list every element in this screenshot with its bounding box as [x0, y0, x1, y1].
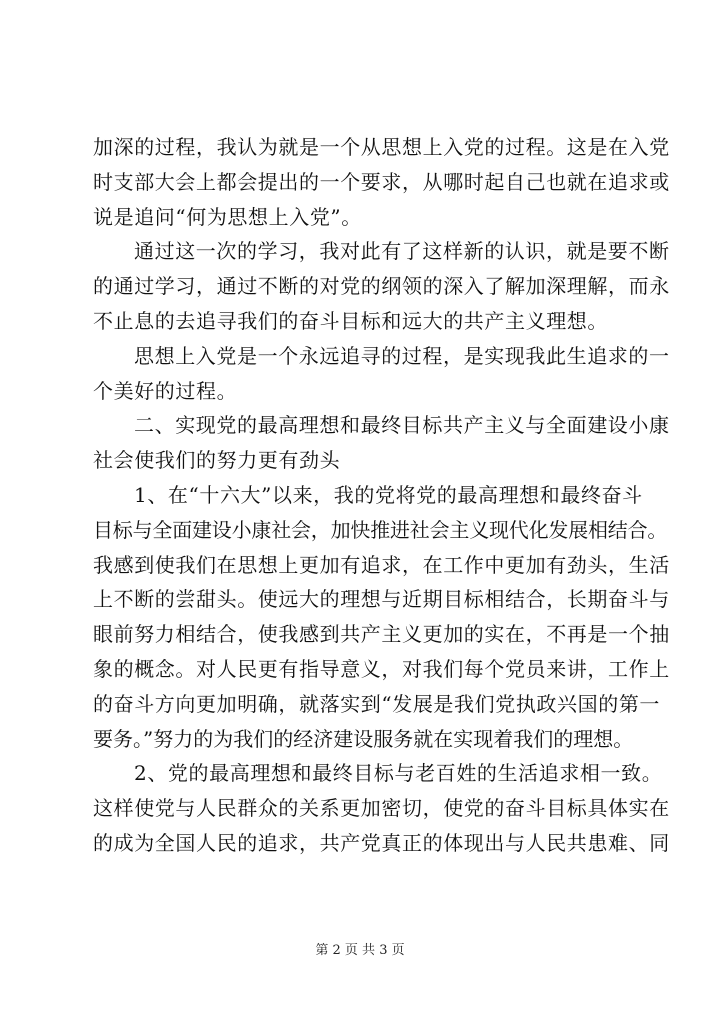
text-line: 我感到使我们在思想上更加有追求，在工作中更加有劲头，生活 — [93, 552, 670, 577]
text-line: 这样使党与人民群众的关系更加密切，使党的奋斗目标具体实在 — [93, 796, 670, 821]
page-number-footer: 第 2 页 共 3 页 — [315, 943, 405, 958]
text-line: 目标与全面建设小康社会，加快推进社会主义现代化发展相结合。 — [93, 517, 668, 542]
paragraph-2 — [93, 234, 670, 338]
text-line: 加深的过程，我认为就是一个从思想上入党的过程。这是在入党 — [93, 135, 670, 159]
text-line: 时支部大会上都会提出的一个要求，从哪时起自己也就在追求或 — [93, 169, 670, 194]
text-line: 思想上入党是一个永远追寻的过程，是实现我此生追求的一 — [134, 343, 670, 368]
text-line: 上不断的尝甜头。使远大的理想与近期目标相结合，长期奋斗与 — [93, 587, 670, 612]
text-line: 通过这一次的学习，我对此有了这样新的认识，就是要不断 — [134, 239, 670, 264]
text-line: 眼前努力相结合，使我感到共产主义更加的实在，不再是一个抽 — [93, 622, 670, 647]
text-line: 2、党的最高理想和最终目标与老百姓的生活追求相一致。 — [134, 761, 663, 786]
text-line: 个美好的过程。 — [93, 378, 238, 403]
text-line: 社会使我们的努力更有劲头 — [93, 448, 341, 473]
body-text — [93, 130, 670, 861]
paragraph-5 — [93, 478, 670, 756]
text-line: 要务。”努力的为我们的经济建设服务就在实现着我们的理想。 — [93, 726, 634, 751]
section-heading — [93, 408, 670, 478]
paragraph-3 — [93, 339, 670, 409]
text-line: 的成为全国人民的追求，共产党真正的体现出与人民共患难、同 — [93, 830, 670, 855]
text-line: 的奋斗方向更加明确，就落实到“发展是我们党执政兴国的第一 — [93, 691, 661, 716]
text-line: 说是追问“何为思想上入党”。 — [93, 204, 362, 229]
paragraph-1 — [93, 130, 670, 234]
text-line: 1、在“十六大”以来，我的党将党的最高理想和最终奋斗 — [134, 482, 643, 507]
text-line: 二、实现党的最高理想和最终目标共产主义与全面建设小康 — [134, 413, 670, 438]
text-line: 不止息的去追寻我们的奋斗目标和远大的共产主义理想。 — [93, 308, 608, 333]
text-line: 的通过学习，通过不断的对党的纲领的深入了解加深理解，而永 — [93, 274, 670, 299]
paragraph-6 — [93, 756, 670, 860]
text-line: 象的概念。对人民更有指导意义，对我们每个党员来讲，工作上 — [93, 656, 670, 681]
